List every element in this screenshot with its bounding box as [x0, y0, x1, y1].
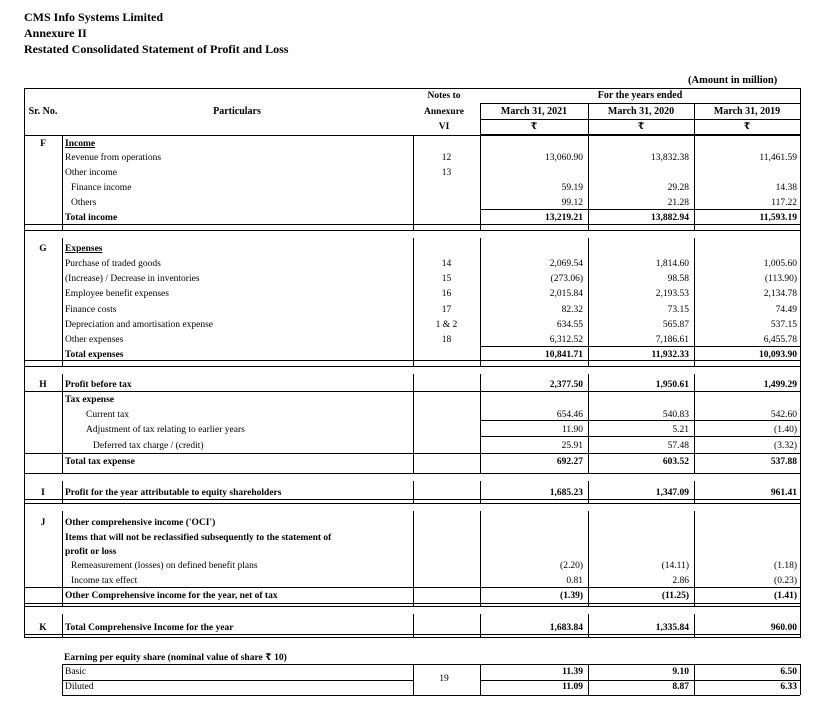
- row-label: profit or loss: [65, 547, 117, 557]
- row-sr-no: G: [39, 244, 47, 254]
- row-value-2021: 11.90: [561, 425, 583, 435]
- col-currency-2019: ₹: [743, 122, 751, 132]
- row-label: Current tax: [86, 410, 130, 420]
- row-value-2021: 654.46: [556, 410, 583, 420]
- row-value-2020: 2,193.53: [655, 289, 689, 299]
- row-value-2021: 2,069.54: [549, 259, 583, 269]
- block-bottom-4: [24, 606, 800, 607]
- header-divider-2021: [480, 103, 481, 135]
- row-label: Profit for the year attributable to equity shareholders: [65, 488, 282, 498]
- annexure-title: Annexure II: [24, 26, 87, 40]
- col-header-2020: March 31, 2020: [607, 106, 675, 117]
- row-value-2020: 73.15: [667, 305, 689, 315]
- row-value-2021: 692.27: [556, 457, 583, 467]
- row-label: Finance costs: [65, 305, 117, 315]
- eps-row-label: Basic: [65, 667, 87, 677]
- row-value-2020: 603.52: [662, 457, 689, 467]
- table-left-border: [24, 88, 25, 638]
- eps-value-2019: 6.33: [780, 682, 797, 692]
- row-value-2021: 25.91: [561, 441, 583, 451]
- rule-3: [480, 346, 800, 347]
- row-note: 16: [441, 289, 452, 299]
- row-sr-no: K: [39, 623, 47, 633]
- eps-value-2021: 11.09: [562, 682, 583, 692]
- col-header-2019: March 31, 2019: [713, 106, 781, 117]
- statement-title: Restated Consolidated Statement of Profit and Loss: [24, 42, 289, 56]
- header-bottom-border: [24, 135, 800, 136]
- eps-value-2020: 8.87: [672, 682, 689, 692]
- eps-bottom-border: [62, 695, 800, 696]
- row-sr-no: H: [39, 380, 47, 390]
- row-value-2021: 2,377.50: [549, 380, 583, 390]
- row-label: Other comprehensive income ('OCI'): [65, 518, 216, 528]
- table-right-border: [800, 88, 801, 638]
- rule-7: [24, 391, 800, 392]
- row-value-2019: 14.38: [775, 183, 797, 193]
- row-value-2020: 2.86: [672, 576, 689, 586]
- years-group-underline: [480, 103, 800, 104]
- col-currency-2021: ₹: [530, 122, 538, 132]
- body-divider-4-1: [62, 511, 63, 606]
- header-divider-2020: [588, 103, 589, 135]
- row-value-2021: (2.20): [560, 561, 583, 571]
- row-label: Total income: [65, 213, 118, 223]
- row-value-2019: 961.41: [770, 488, 797, 498]
- block-bottom-5: [24, 637, 800, 638]
- row-label: Income tax effect: [71, 576, 138, 586]
- row-value-2019: 11,593.19: [759, 213, 797, 223]
- col-currency-2020: ₹: [637, 122, 645, 132]
- row-value-2020: 540.83: [662, 410, 689, 420]
- eps-divider-0: [62, 664, 63, 695]
- block-bottom-0: [24, 230, 800, 231]
- row-value-2019: 74.49: [775, 305, 797, 315]
- row-label: Other expenses: [65, 335, 124, 345]
- eps-row-label: Diluted: [65, 682, 94, 692]
- rule-13: [24, 587, 800, 588]
- row-value-2019: 10,093.90: [759, 350, 797, 360]
- row-note: 12: [441, 153, 452, 163]
- row-value-2020: 1,950.61: [655, 380, 689, 390]
- row-value-2020: 21.28: [667, 198, 689, 208]
- row-value-2020: 13,882.94: [651, 213, 689, 223]
- row-sr-no: F: [40, 139, 46, 149]
- row-note: 13: [441, 168, 452, 178]
- col-header-2021: March 31, 2021: [500, 106, 568, 117]
- row-value-2021: 1,683.84: [549, 623, 583, 633]
- rule-0: [480, 209, 800, 210]
- eps-value-2021: 11.39: [562, 667, 583, 677]
- row-label: Purchase of traded goods: [65, 259, 161, 269]
- row-sr-no: J: [40, 518, 46, 528]
- row-value-2019: (1.40): [774, 425, 797, 435]
- row-value-2019: 117.22: [771, 198, 797, 208]
- row-value-2020: (14.11): [661, 561, 689, 571]
- block-bottom-1: [24, 366, 800, 367]
- row-value-2021: 13,060.90: [545, 153, 583, 163]
- row-label: Employee benefit expenses: [65, 289, 169, 299]
- body-divider-4-2: [413, 511, 414, 606]
- row-value-2019: 11,461.59: [759, 153, 797, 163]
- row-value-2020: 11,932.33: [651, 350, 689, 360]
- eps-divider-5: [800, 664, 801, 695]
- row-value-2020: 7,186.61: [655, 335, 689, 345]
- row-label: Total Comprehensive Income for the year: [65, 623, 234, 633]
- row-value-2020: 13,832.38: [651, 153, 689, 163]
- row-label: Items that will not be reclassified subsequently to the statement of: [65, 533, 332, 543]
- eps-top-border: [62, 664, 800, 665]
- col-header-notes-2: Annexure: [424, 107, 464, 117]
- row-value-2019: 6,455.78: [763, 335, 797, 345]
- row-value-2021: 82.32: [561, 305, 583, 315]
- row-label: Other Comprehensive income for the year, net of tax: [65, 591, 278, 601]
- row-label: Others: [71, 198, 97, 208]
- rule-17: [480, 420, 800, 421]
- row-note: 1 & 2: [435, 320, 458, 330]
- row-value-2020: 29.28: [667, 183, 689, 193]
- row-value-2021: 6,312.52: [549, 335, 583, 345]
- row-value-2020: (11.25): [661, 591, 689, 601]
- row-value-2021: (1.39): [560, 591, 583, 601]
- eps-value-2020: 9.10: [672, 667, 689, 677]
- row-label: Adjustment of tax relating to earlier years: [86, 425, 245, 435]
- rule-16: [24, 634, 800, 635]
- row-value-2019: (1.41): [774, 591, 797, 601]
- row-label: Other income: [65, 168, 117, 178]
- row-value-2020: 1,814.60: [655, 259, 689, 269]
- col-header-notes-1: Notes to: [427, 91, 461, 101]
- row-sr-no: I: [41, 488, 45, 498]
- row-label: Depreciation and amortisation expense: [65, 320, 213, 330]
- eps-value-2019: 6.50: [780, 667, 797, 677]
- col-header-particulars: Particulars: [213, 106, 261, 117]
- row-value-2019: 2,134.78: [763, 289, 797, 299]
- body-divider-2-2: [413, 374, 414, 473]
- row-value-2019: (113.90): [764, 274, 797, 284]
- rule-11: [24, 499, 800, 500]
- row-note: 15: [441, 274, 452, 284]
- col-header-notes-3: VI: [438, 122, 450, 132]
- row-value-2019: 542.60: [770, 410, 797, 420]
- row-label: Total tax expense: [65, 457, 135, 467]
- row-value-2019: (3.32): [774, 441, 797, 451]
- row-value-2021: (273.06): [550, 274, 583, 284]
- row-value-2021: 2,015.84: [549, 289, 583, 299]
- rule-18: [480, 436, 800, 437]
- row-value-2020: 5.21: [672, 425, 689, 435]
- row-label: Remeasurement (losses) on defined benefit plans: [71, 561, 258, 571]
- row-value-2021: 13,219.21: [545, 213, 583, 223]
- row-label: Revenue from operations: [65, 153, 162, 163]
- row-note: 17: [441, 305, 452, 315]
- row-value-2020: 98.58: [667, 274, 689, 284]
- rule-2: [24, 224, 800, 225]
- row-value-2019: 960.00: [770, 623, 797, 633]
- header-divider-2019: [694, 103, 695, 135]
- body-divider-2-1: [62, 374, 63, 473]
- eps-note: 19: [439, 674, 449, 684]
- row-value-2021: 59.19: [561, 183, 583, 193]
- row-value-2019: 1,005.60: [763, 259, 797, 269]
- col-header-years-ended: For the years ended: [597, 90, 683, 101]
- body-divider-0-2: [413, 136, 414, 230]
- block-bottom-3: [24, 503, 800, 504]
- col-header-sr-no: Sr. No.: [28, 106, 58, 117]
- company-name: CMS Info Systems Limited: [24, 10, 164, 24]
- row-value-2021: 99.12: [561, 198, 583, 208]
- row-note: 14: [441, 259, 452, 269]
- eps-title: Earning per equity share (nominal value of share ₹ 10): [64, 653, 287, 663]
- row-value-2020: 57.48: [667, 441, 689, 451]
- amount-note: (Amount in million): [688, 75, 778, 86]
- row-label: Tax expense: [65, 395, 115, 405]
- rule-15: [24, 603, 800, 604]
- row-label: Expenses: [65, 244, 103, 254]
- rule-5: [24, 360, 800, 361]
- row-label: Deferred tax charge / (credit): [93, 441, 204, 451]
- row-value-2021: 0.81: [566, 576, 583, 586]
- row-label: Profit before tax: [65, 380, 132, 390]
- row-value-2019: 537.88: [770, 457, 797, 467]
- row-value-2021: 10,841.71: [545, 350, 583, 360]
- year-header-underline: [480, 119, 800, 120]
- row-value-2020: 1,347.09: [655, 488, 689, 498]
- body-divider-0-1: [62, 136, 63, 230]
- row-label: Total expenses: [65, 350, 124, 360]
- row-label: Finance income: [71, 183, 132, 193]
- row-value-2019: 537.15: [770, 320, 797, 330]
- table-top-border: [24, 88, 800, 89]
- row-value-2021: 634.55: [556, 320, 583, 330]
- rule-9: [24, 453, 800, 454]
- row-value-2020: 1,335.84: [655, 623, 689, 633]
- row-value-2021: 1,685.23: [549, 488, 583, 498]
- block-bottom-2: [24, 473, 800, 474]
- row-note: 18: [441, 335, 452, 345]
- row-value-2019: 1,499.29: [763, 380, 797, 390]
- row-value-2020: 565.87: [662, 320, 689, 330]
- row-value-2019: (0.23): [774, 576, 797, 586]
- body-divider-1-1: [62, 238, 63, 366]
- row-value-2019: (1.18): [774, 561, 797, 571]
- eps-row-divider-left: [62, 680, 413, 681]
- row-label: Income: [65, 139, 96, 149]
- row-label: (Increase) / Decrease in inventories: [65, 274, 200, 284]
